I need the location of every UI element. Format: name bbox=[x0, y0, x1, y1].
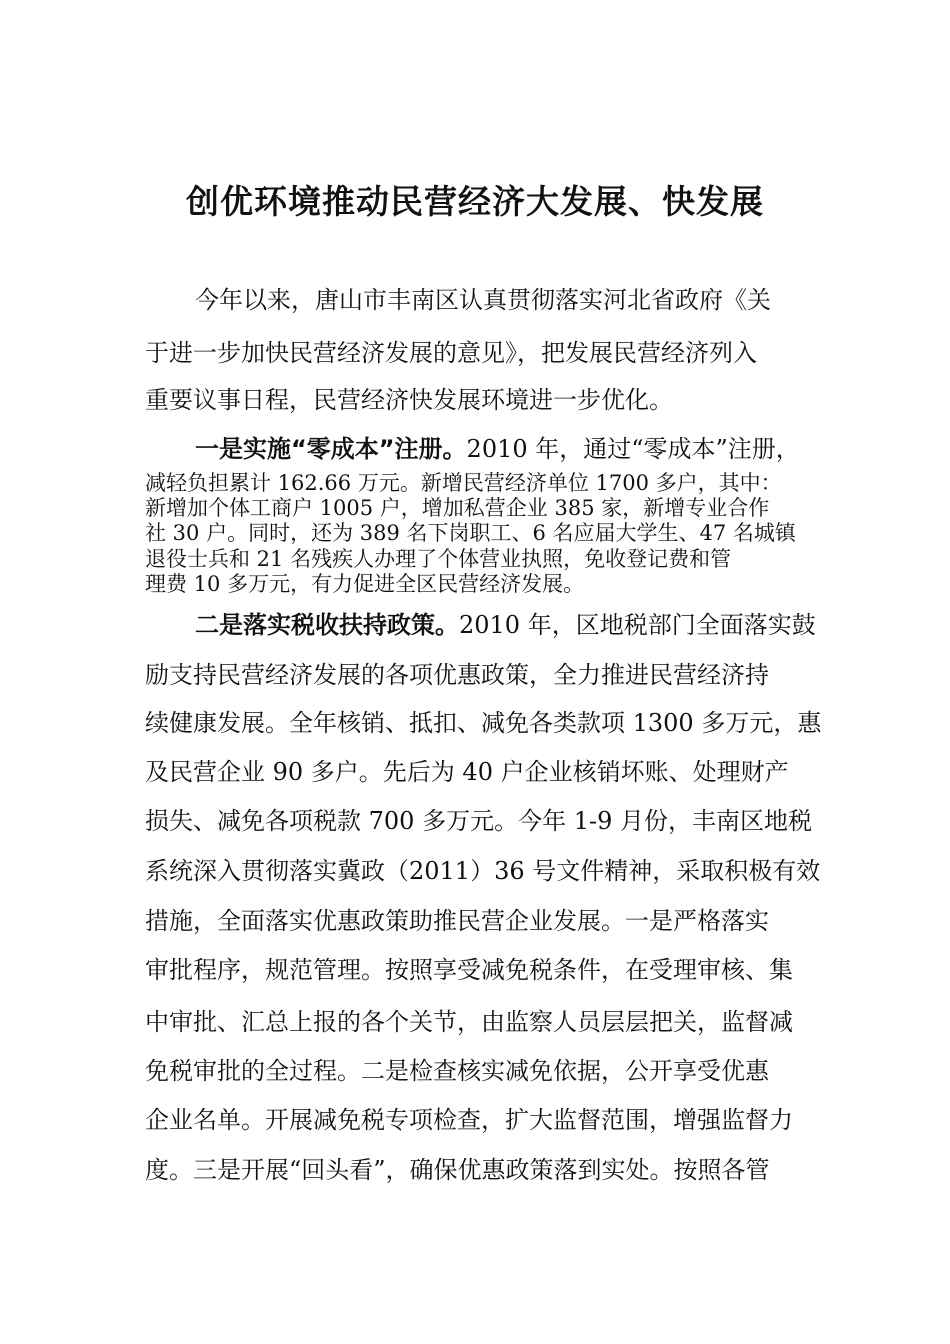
section2-line: 措施，全面落实优惠政策助推民营企业发展。一是严格落实 bbox=[145, 907, 769, 935]
section2-line: 企业名单。开展减免税专项检查，扩大监督范围，增强监督力 bbox=[145, 1106, 793, 1134]
section2-line: 度。三是开展“回头看”，确保优惠政策落到实处。按照各管 bbox=[145, 1156, 770, 1184]
section1-heading: 一是实施“零成本”注册。 bbox=[195, 435, 467, 463]
section2-line: 2010 年，区地税部门全面落实鼓 bbox=[459, 611, 816, 639]
document-title: 创优环境推动民营经济大发展、快发展 bbox=[186, 182, 764, 221]
section2-first-line bbox=[195, 610, 816, 640]
section1-first-line bbox=[195, 434, 800, 464]
section2-line: 励支持民营经济发展的各项优惠政策，全力推进民营经济持 bbox=[145, 661, 769, 689]
intro-line: 重要议事日程，民营经济快发展环境进一步优化。 bbox=[145, 386, 673, 414]
section2-line: 续健康发展。全年核销、抵扣、减免各类款项 1300 多万元，惠 bbox=[145, 709, 822, 737]
section1-line: 退役士兵和 21 名残疾人办理了个体营业执照，免收登记费和管 bbox=[145, 547, 732, 571]
section1-line: 社 30 户。同时，还为 389 名下岗职工、6 名应届大学生、47 名城镇 bbox=[145, 521, 796, 545]
section2-heading: 二是落实税收扶持政策。 bbox=[195, 611, 459, 639]
section1-line: 减轻负担累计 162.66 万元。新增民营经济单位 1700 多户，其中： bbox=[145, 471, 782, 495]
section1-line: 新增加个体工商户 1005 户，增加私营企业 385 家，新增专业合作 bbox=[145, 496, 770, 520]
section2-line: 审批程序，规范管理。按照享受减免税条件，在受理审核、集 bbox=[145, 956, 793, 984]
section2-line: 损失、减免各项税款 700 多万元。今年 1-9 月份，丰南区地税 bbox=[145, 807, 812, 835]
intro-line: 于进一步加快民营经济发展的意见》，把发展民营经济列入 bbox=[145, 339, 757, 367]
section2-line: 免税审批的全过程。二是检查核实减免依据，公开享受优惠 bbox=[145, 1057, 769, 1085]
section2-line: 及民营企业 90 多户。先后为 40 户企业核销坏账、处理财产 bbox=[145, 758, 789, 786]
intro-line: 今年以来，唐山市丰南区认真贯彻落实河北省政府《关 bbox=[195, 286, 771, 314]
section2-line: 中审批、汇总上报的各个关节，由监察人员层层把关，监督减 bbox=[145, 1008, 793, 1036]
section2-line: 系统深入贯彻落实冀政（2011）36 号文件精神，采取积极有效 bbox=[145, 857, 821, 885]
section1-line: 理费 10 多万元，有力促进全区民营经济发展。 bbox=[145, 572, 585, 596]
section1-line: 2010 年，通过“零成本”注册， bbox=[466, 435, 800, 463]
